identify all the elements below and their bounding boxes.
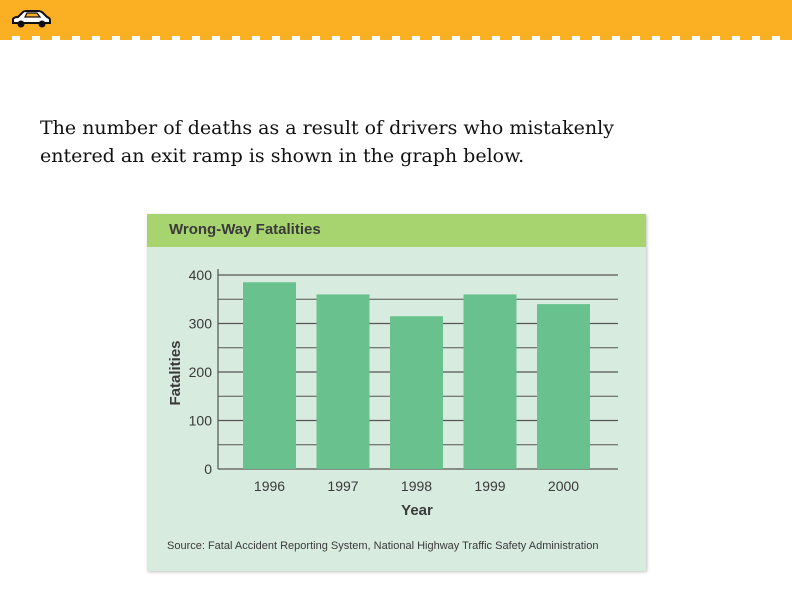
- chart-header: [147, 214, 646, 247]
- banner-dashed-border: [0, 36, 792, 40]
- bar-1998: [390, 316, 443, 469]
- chart-source: Source: Fatal Accident Reporting System, National Highway Traffic Safety Administration: [167, 540, 599, 552]
- y-tick-label: 100: [188, 412, 212, 429]
- x-tick-label: 1999: [474, 478, 506, 494]
- y-axis-label: Fatalities: [167, 340, 184, 406]
- y-tick-label: 0: [204, 461, 212, 477]
- chart-panel: [147, 214, 646, 571]
- bar-chart: [147, 247, 646, 532]
- x-tick-label: 1996: [253, 478, 286, 494]
- car-icon: [10, 9, 52, 29]
- x-tick-label: 1998: [400, 478, 433, 494]
- y-tick-label: 200: [188, 364, 212, 380]
- top-banner: [0, 0, 792, 36]
- x-tick-label: 2000: [547, 478, 580, 494]
- y-tick-label: 300: [188, 315, 212, 332]
- bar-1997: [317, 294, 370, 469]
- intro-text: The number of deaths as a result of drivers who mistakenly entered an exit ramp is shown in the graph below.: [40, 117, 614, 167]
- bar-1996: [243, 282, 296, 469]
- x-axis-label: Year: [401, 502, 433, 519]
- bar-2000: [537, 304, 590, 469]
- y-tick-label: 400: [188, 267, 212, 283]
- chart-title: Wrong-Way Fatalities: [169, 221, 321, 238]
- bar-1999: [464, 294, 517, 469]
- x-tick-label: 1997: [327, 478, 359, 494]
